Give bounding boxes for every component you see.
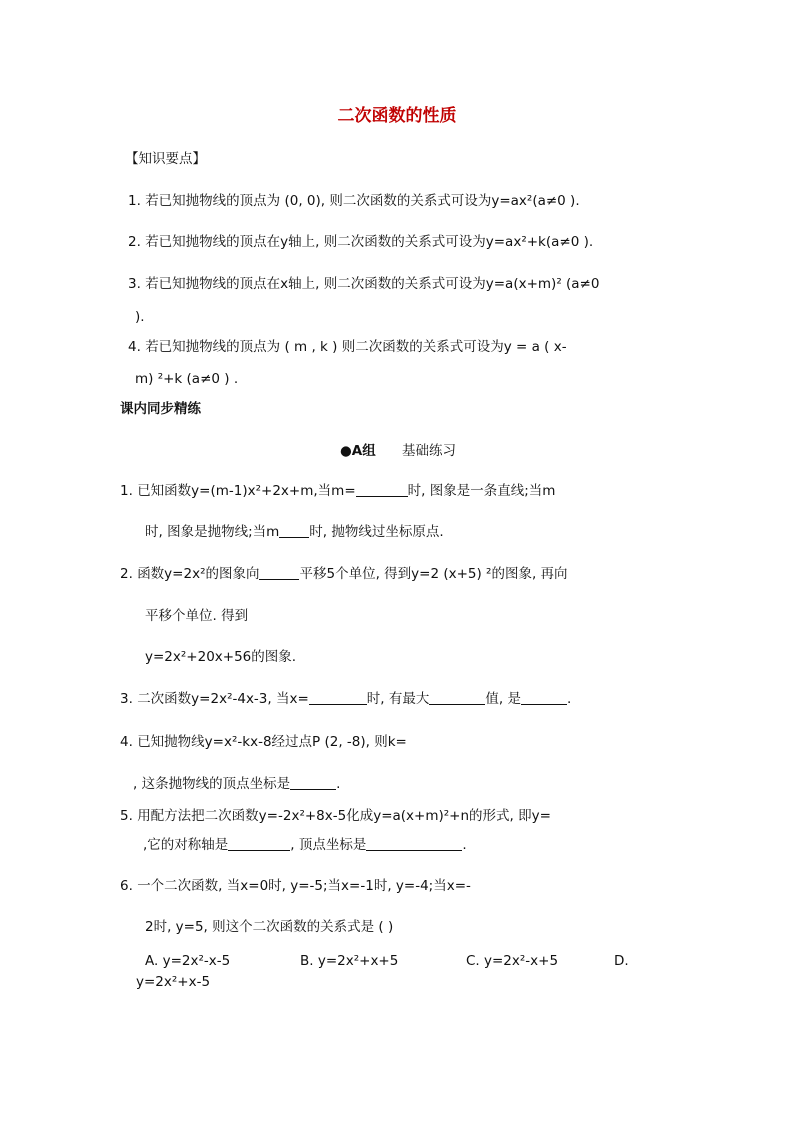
question-1-line-2 (145, 523, 444, 541)
question-6-line-2: 2时, y=5, 则这个二次函数的关系式是 ( ) (145, 919, 394, 935)
answer-blank[interactable] (309, 690, 367, 705)
group-label: ●A组 (340, 443, 376, 459)
question-text: 已知抛物线y=x²-kx-8经过点P (2, -8), 则k= (137, 734, 407, 750)
question-number: 6. (120, 878, 133, 894)
answer-blank[interactable] (521, 690, 567, 705)
question-text: 值, 是 (485, 691, 521, 707)
question-text: 时, 图象是抛物线;当m (145, 524, 280, 540)
question-text: 时, 有最大 (366, 691, 430, 707)
point-text: 若已知抛物线的顶点在x轴上, 则二次函数的关系式可设为y=a(x+m)² (a≠0 (145, 276, 600, 292)
answer-blank[interactable] (290, 775, 336, 790)
knowledge-heading: 【知识要点】 (125, 151, 206, 167)
question-number: 2. (120, 566, 133, 582)
question-5-line-2 (143, 836, 467, 854)
question-2-line-2: 平移个单位. 得到 (145, 608, 249, 624)
point-text: 若已知抛物线的顶点在y轴上, 则二次函数的关系式可设为y=ax²+k(a≠0 ). (145, 234, 594, 250)
question-text: . (566, 691, 572, 707)
question-6 (120, 877, 471, 895)
point-text: 若已知抛物线的顶点为 (0, 0), 则二次函数的关系式可设为y=ax²(a≠0 ). (145, 193, 580, 209)
question-4 (120, 733, 407, 751)
point-number: 4. (128, 339, 141, 355)
group-title: 基础练习 (402, 443, 457, 459)
section-heading: 课内同步精练 (120, 401, 201, 417)
question-5 (120, 807, 551, 825)
point-3 (128, 275, 599, 293)
question-text: 函数y=2x²的图象向 (137, 566, 260, 582)
point-text: 若已知抛物线的顶点为 ( m , k ) 则二次函数的关系式可设为y = a ( x- (145, 339, 567, 355)
option-a[interactable]: A. y=2x²-x-5 (145, 953, 231, 969)
question-text: 时, 抛物线过坐标原点. (309, 524, 444, 540)
question-text: 时, 图象是一条直线;当m (407, 483, 556, 499)
question-number: 1. (120, 483, 133, 499)
question-text: 用配方法把二次函数y=-2x²+8x-5化成y=a(x+m)²+n的形式, 即y= (137, 808, 551, 824)
question-text: , 顶点坐标是 (290, 837, 367, 853)
point-number: 3. (128, 276, 141, 292)
option-d-continuation: y=2x²+x-5 (136, 974, 211, 990)
group-header (340, 442, 456, 460)
point-4-continuation: m) ²+k (a≠0 ) . (135, 371, 239, 387)
point-2 (128, 233, 593, 251)
answer-blank[interactable] (228, 836, 290, 851)
option-d[interactable]: D. (614, 953, 629, 969)
question-4-line-2 (133, 775, 340, 793)
question-text: ,它的对称轴是 (143, 837, 229, 853)
option-c[interactable]: C. y=2x²-x+5 (466, 953, 559, 969)
option-b[interactable]: B. y=2x²+x+5 (300, 953, 399, 969)
question-text: 已知函数y=(m-1)x²+2x+m,当m= (137, 483, 356, 499)
question-text: . (462, 837, 467, 853)
question-1 (120, 482, 555, 500)
question-text: 一个二次函数, 当x=0时, y=-5;当x=-1时, y=-4;当x=- (137, 878, 471, 894)
question-2 (120, 565, 568, 583)
page-title: 二次函数的性质 (337, 106, 457, 126)
question-2-line-3: y=2x²+20x+56的图象. (145, 649, 297, 665)
question-number: 3. (120, 691, 133, 707)
question-number: 5. (120, 808, 133, 824)
question-3 (120, 690, 571, 708)
question-text: . (336, 776, 341, 792)
answer-blank[interactable] (366, 836, 462, 851)
question-number: 4. (120, 734, 133, 750)
point-number: 2. (128, 234, 141, 250)
point-4 (128, 338, 567, 356)
answer-blank[interactable] (279, 523, 309, 538)
point-1 (128, 192, 580, 210)
question-text: 二次函数y=2x²-4x-3, 当x= (137, 691, 309, 707)
answer-blank[interactable] (259, 565, 299, 580)
point-3-continuation: ). (135, 309, 145, 325)
answer-blank[interactable] (429, 690, 485, 705)
answer-blank[interactable] (356, 482, 408, 497)
question-text: , 这条抛物线的顶点坐标是 (133, 776, 291, 792)
point-number: 1. (128, 193, 141, 209)
question-text: 平移5个单位, 得到y=2 (x+5) ²的图象, 再向 (299, 566, 568, 582)
